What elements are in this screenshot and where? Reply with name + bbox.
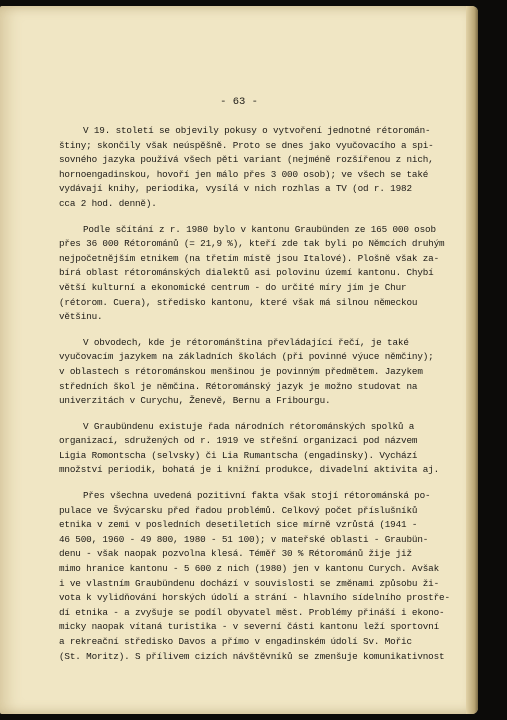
paragraph (59, 489, 459, 664)
text-line: etnika v zemi v posledních desetiletích sice mírně vzrůstá (1941 - (59, 519, 418, 531)
text-line: vydávají knihy, periodika, vysílá v nich rozhlas a TV (od r. 1982 (59, 183, 412, 195)
text-line: nejpočetnějším etnikem (na třetím místě jsou Italové). Plošně však za- (59, 252, 440, 264)
text-line: denu - však naopak pozvolna klesá. Téměř 30 % Rétorománů žije již (59, 548, 412, 560)
text-line: Ligia Romontscha (selvsky) či Lia Rumantscha (engadinsky). Vychází (59, 449, 418, 461)
text-line: 46 500, 1960 - 49 800, 1980 - 51 100); v mateřské oblasti - Graubün- (59, 533, 429, 545)
text-line: přes 36 000 Rétorománů (= 21,9 %), kteří zde tak byli po Němcích druhým (59, 238, 445, 250)
text-line: Přes všechna uvedená pozitivní fakta však stojí rétorománská po- (83, 490, 431, 502)
paragraph (59, 420, 459, 478)
text-line: organizací, sdružených od r. 1919 ve střešní organizaci pod názvem (59, 435, 418, 447)
text-line: sovného jazyka používá všech pěti variant (nejméně rozšířenou z nich, (59, 154, 434, 166)
text-line: středních škol je němčina. Rétorománský jazyk je možno studovat na (59, 380, 418, 392)
text-line: větší kulturní a ekonomické centrum - do určité míry jím je Chur (59, 281, 407, 293)
page-spine-shadow (466, 6, 478, 714)
text-line: vota k vylidňování horských údolí a strání - hlavního sídelního prostře- (59, 592, 450, 604)
text-line: vyučovacím jazykem na základních školách (při povinné výuce němčiny); (59, 351, 434, 363)
text-line: V obvodech, kde je rétorománština převládající řečí, je také (83, 336, 409, 348)
text-line: většinu. (59, 311, 103, 323)
text-line: pulace ve Švýcarsku před řadou problémů. Celkový počet příslušníků (59, 504, 418, 516)
text-line: množství periodik, bohatá je i knižní produkce, divadelní aktivita aj. (59, 464, 440, 476)
paragraph (59, 124, 459, 212)
text-line: univerzitách v Curychu, Ženevě, Bernu a Fribourgu. (59, 395, 331, 407)
text-line: v oblastech s rétorománskou menšinou je povinným předmětem. Jazykem (59, 365, 423, 377)
text-line: (St. Moritz). S přílivem cizích návštěvníků se zmenšuje komunikativnost (59, 650, 445, 662)
text-line: bírá oblast rétorománských dialektů asi polovinu území kantonu. Chybí (59, 267, 434, 279)
text-line: micky naopak vítaná turistika - v severní části kantonu leží sportovní (59, 621, 440, 633)
text-line: (rétorom. Cuera), středisko kantonu, které však má silnou německou (59, 296, 418, 308)
paragraph (59, 223, 459, 325)
book-page (0, 6, 478, 714)
text-line: dí etnika - a zvyšuje se podíl obyvatel měst. Problémy přináší i ekono- (59, 606, 445, 618)
text-line: i ve vlastním Graubündenu dochází v souvislosti se změnami způsobu ži- (59, 577, 440, 589)
paragraph (59, 336, 459, 409)
text-line: mimo hranice kantonu - 5 600 z nich (1980) jen v kantonu Curych. Avšak (59, 563, 440, 575)
body-text (59, 124, 459, 675)
text-line: V Graubündenu existuje řada národních rétorománských spolků a (83, 420, 415, 432)
text-line: hornoengadinskou, hovoří jen málo přes 3 000 osob); ve všech se také (59, 168, 429, 180)
text-line: a rekreační středisko Davos a přímo v engadinském údolí Sv. Mořic (59, 636, 412, 647)
text-line: V 19. století se objevily pokusy o vytvoření jednotné rétoromán- (83, 125, 431, 136)
text-line: cca 2 hod. denně). (59, 197, 157, 209)
text-line: štiny; skončily však neúspěšně. Proto se dnes jako vyučovacího a spi- (59, 139, 434, 151)
text-line: Podle sčítání z r. 1980 bylo v kantonu Graubünden ze 165 000 osob (83, 223, 436, 235)
page-number: - 63 - (220, 96, 258, 108)
